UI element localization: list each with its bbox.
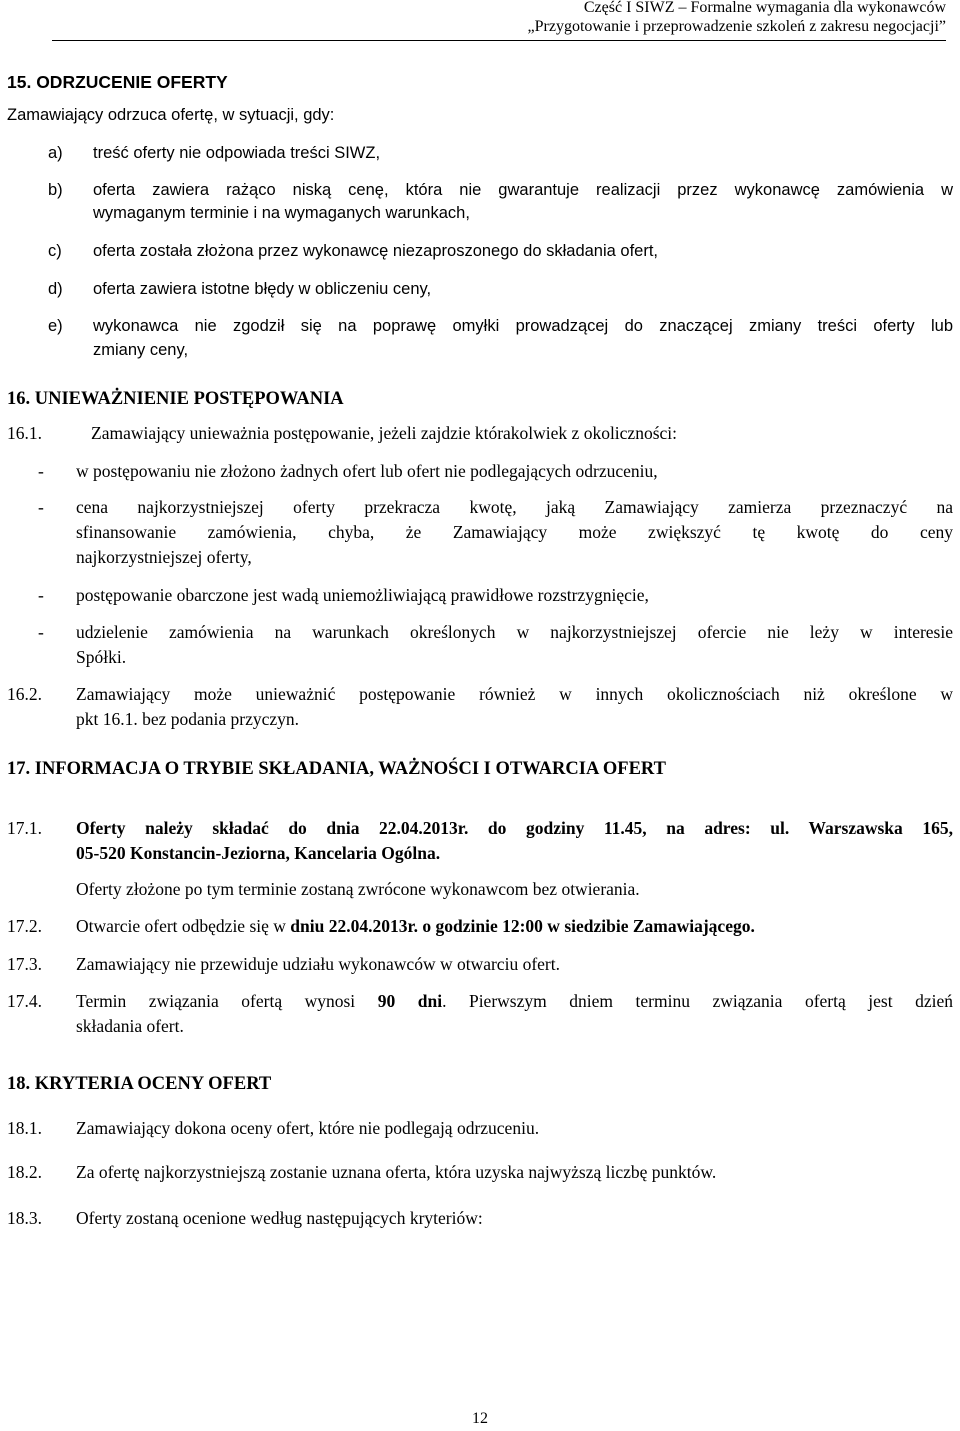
list-label: b) (48, 181, 63, 199)
paragraph-number: 17.4. (7, 991, 42, 1011)
opening-date-text: dniu 22.04.2013r. o godzinie 12:00 w siedzibie Zamawiającego. (290, 916, 755, 936)
dash-item-line: cena najkorzystniejszej oferty przekracza kwotę, jaką Zamawiający zamierza przeznaczyć na (76, 497, 953, 517)
list-item: oferta została złożona przez wykonawcę niezaproszonego do składania ofert, (93, 242, 658, 260)
list-item: oferta zawiera istotne błędy w obliczeniu ceny, (93, 280, 432, 298)
dash-bullet: - (38, 497, 44, 517)
paragraph-number: 18.2. (7, 1162, 42, 1182)
section-18-heading: 18. KRYTERIA OCENY OFERT (7, 1074, 272, 1094)
list-label: e) (48, 317, 63, 335)
submission-deadline-line: Oferty należy składać do dnia 22.04.2013r. do godziny 11.45, na adres: ul. Warszawska 165, (76, 818, 953, 838)
dash-item-line: sfinansowanie zamówienia, chyba, że Zamawiający może zwiększyć tę kwotę do ceny (76, 522, 953, 542)
list-item-line: zmiany ceny, (93, 341, 189, 359)
list-item-line: oferta zawiera rażąco niską cenę, która nie gwarantuje realizacji przez wykonawcę zamówienia w (93, 181, 953, 199)
section-17-heading: 17. INFORMACJA O TRYBIE SKŁADANIA, WAŻNOŚCI I OTWARCIA OFERT (7, 759, 666, 779)
section-16-heading: 16. UNIEWAŻNIENIE POSTĘPOWANIA (7, 389, 344, 409)
list-item-line: wykonawca nie zgodził się na poprawę omyłki prowadzącej do znaczącej zmiany treści oferty lub (93, 317, 953, 335)
paragraph-number: 17.3. (7, 954, 42, 974)
paragraph-number: 17.1. (7, 818, 42, 838)
binding-period-text-cont: . Pierwszym dniem terminu związania ofertą jest dzień (442, 991, 953, 1011)
page-number: 12 (472, 1410, 488, 1427)
dash-item-line: udzielenie zamówienia na warunkach określonych w najkorzystniejszej ofercie nie leży w interesie (76, 622, 953, 642)
paragraph-text: Zamawiający unieważnia postępowanie, jeżeli zajdzie którakolwiek z okoliczności: (91, 423, 678, 443)
dash-item-line: najkorzystniejszej oferty, (76, 547, 252, 567)
header-rule (52, 40, 946, 41)
dash-item: postępowanie obarczone jest wadą uniemożliwiającą prawidłowe rozstrzygnięcie, (76, 585, 649, 605)
paragraph-number: 16.2. (7, 684, 42, 704)
dash-item-line: Spółki. (76, 647, 127, 667)
paragraph-number: 18.1. (7, 1118, 42, 1138)
paragraph-text: Oferty zostaną ocenione według następujących kryteriów: (76, 1208, 483, 1228)
page-header (0, 0, 960, 44)
dash-bullet: - (38, 585, 44, 605)
paragraph-line: pkt 16.1. bez podania przyczyn. (76, 709, 300, 729)
paragraph-line: składania ofert. (76, 1016, 184, 1036)
opening-info (76, 914, 953, 939)
paragraph-text: Zamawiający nie przewiduje udziału wykonawców w otwarciu ofert. (76, 954, 560, 974)
dash-bullet: - (38, 622, 44, 642)
paragraph-line: Zamawiający może unieważnić postępowanie również w innych okolicznościach niż określone w (76, 684, 953, 704)
dash-item: w postępowaniu nie złożono żadnych ofert lub ofert nie podlegających odrzuceniu, (76, 461, 658, 481)
submission-address-line: 05-520 Konstancin-Jeziorna, Kancelaria Ogólna. (76, 843, 441, 863)
list-label: a) (48, 144, 63, 162)
dash-bullet: - (38, 461, 44, 481)
binding-period-days: 90 dni (377, 991, 443, 1011)
binding-period-line (76, 989, 953, 1014)
list-item-line: wymaganym terminie i na wymaganych warunkach, (93, 204, 470, 222)
paragraph-number: 17.2. (7, 916, 42, 936)
header-project-title: „Przygotowanie i przeprowadzenie szkoleń z zakresu negocjacji” (527, 18, 946, 35)
list-label: d) (48, 280, 63, 298)
late-offers-note: Oferty złożone po tym terminie zostaną zwrócone wykonawcom bez otwierania. (76, 879, 640, 899)
binding-period-text: Termin związania ofertą wynosi (76, 991, 378, 1011)
paragraph-text: Za ofertę najkorzystniejszą zostanie uznana oferta, która uzyska najwyższą liczbę punktów. (76, 1162, 717, 1182)
list-label: c) (48, 242, 62, 260)
opening-info-text: Otwarcie ofert odbędzie się w (76, 916, 291, 936)
paragraph-text: Zamawiający dokona oceny ofert, które nie podlegają odrzuceniu. (76, 1118, 540, 1138)
paragraph-number: 16.1. (7, 423, 42, 443)
section-15-heading: 15. ODRZUCENIE OFERTY (7, 72, 228, 92)
header-doc-part: Część I SIWZ – Formalne wymagania dla wykonawców (583, 0, 946, 16)
list-item: treść oferty nie odpowiada treści SIWZ, (93, 144, 381, 162)
section-15-intro: Zamawiający odrzuca ofertę, w sytuacji, gdy: (7, 106, 335, 124)
paragraph-number: 18.3. (7, 1208, 42, 1228)
